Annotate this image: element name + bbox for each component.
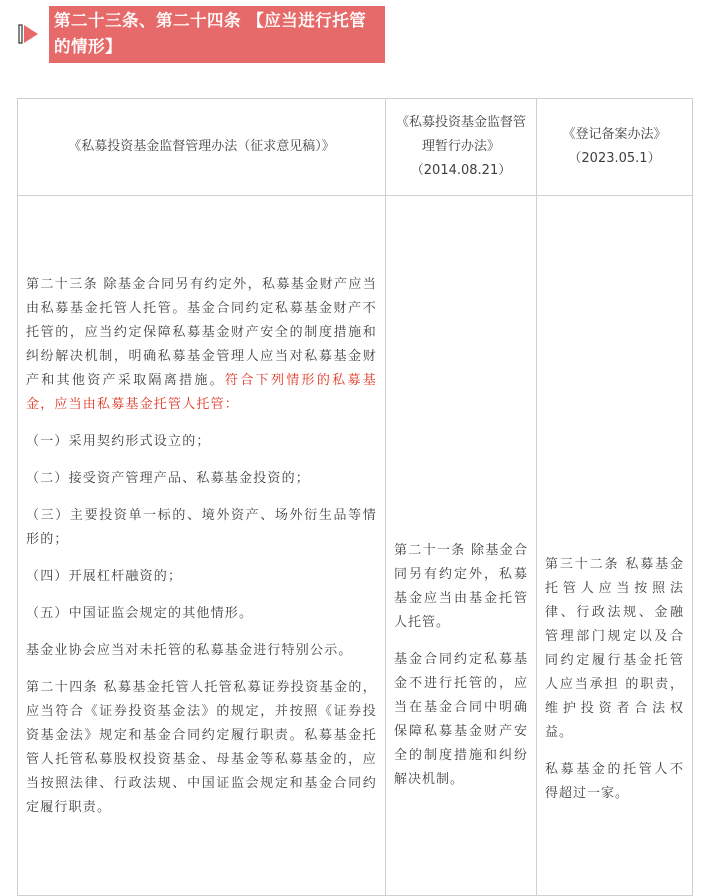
- section-title: 第二十三条、第二十四条 【应当进行托管的情形】: [49, 6, 385, 63]
- comparison-table: [17, 98, 693, 896]
- table-row: [18, 196, 693, 896]
- article-21-text: 第二十一条 除基金合同另有约定外，私募基金应当由基金托管人托管。: [394, 543, 528, 630]
- article-23-highlight: 符合下列情形的私募基金，应当由私募基金托管人托管：: [26, 372, 377, 412]
- disclosure-text: 基金业协会应当对未托管的私募基金进行特别公示。: [26, 642, 353, 658]
- article-21-second-text: 基金合同约定私募基金不进行托管的，应当在基金合同中明确保障私募基金财产安全的制度措施和纠纷解决机制。: [394, 652, 528, 787]
- list-item: （一）采用契约形式设立的；: [26, 433, 211, 449]
- list-item: （五）中国证监会规定的其他情形。: [26, 605, 254, 621]
- article-23-body: 第二十三条 除基金合同另有约定外，私募基金财产应当由私募基金托管人托管。基金合同约定私募基金财产不托管的，应当约定保障私募基金财产安全的制度措施和纠纷解决机制，明确私募基金管理人应当对私募基金财产和其他资产采取隔离措施。: [26, 276, 377, 388]
- table-header-row: [18, 99, 693, 196]
- list-item: （四）开展杠杆融资的；: [26, 568, 183, 584]
- cell-draft: [18, 196, 386, 896]
- list-item: （三）主要投资单一标的、境外资产、场外衍生品等情形的；: [26, 507, 377, 547]
- custodian-limit-text: 私募基金的托管人不得超过一家。: [545, 761, 684, 801]
- column-header-interim: 《私募投资基金监督管理暂行办法》（2014.08.21）: [386, 99, 537, 196]
- article-23-text: [26, 273, 377, 417]
- column-header-draft: 《私募投资基金监督管理办法（征求意见稿）》: [18, 99, 386, 196]
- cell-interim: [386, 196, 537, 896]
- play-outline-icon: [18, 23, 40, 45]
- list-item: （二）接受资产管理产品、私募基金投资的；: [26, 470, 311, 486]
- column-header-registration: 《登记备案办法》（2023.05.1）: [537, 99, 693, 196]
- article-32-text: 第三十二条 私募基金托管人应当按照法律、行政法规、金融管理部门规定以及合同约定履行基金托管人应当承担 的职责，维护投资者合法权益。: [545, 556, 684, 740]
- cell-registration: [537, 196, 693, 896]
- article-24-text: 第二十四条 私募基金托管人托管私募证券投资基金的，应当符合《证券投资基金法》的规定，并按照《证券投资基金法》规定和基金合同约定履行职责。私募基金托管人托管私募股权投资基金、母基金等私募基金的，应当按照法律、行政法规、中国证监会规定和基金合同约定履行职责。: [26, 679, 377, 815]
